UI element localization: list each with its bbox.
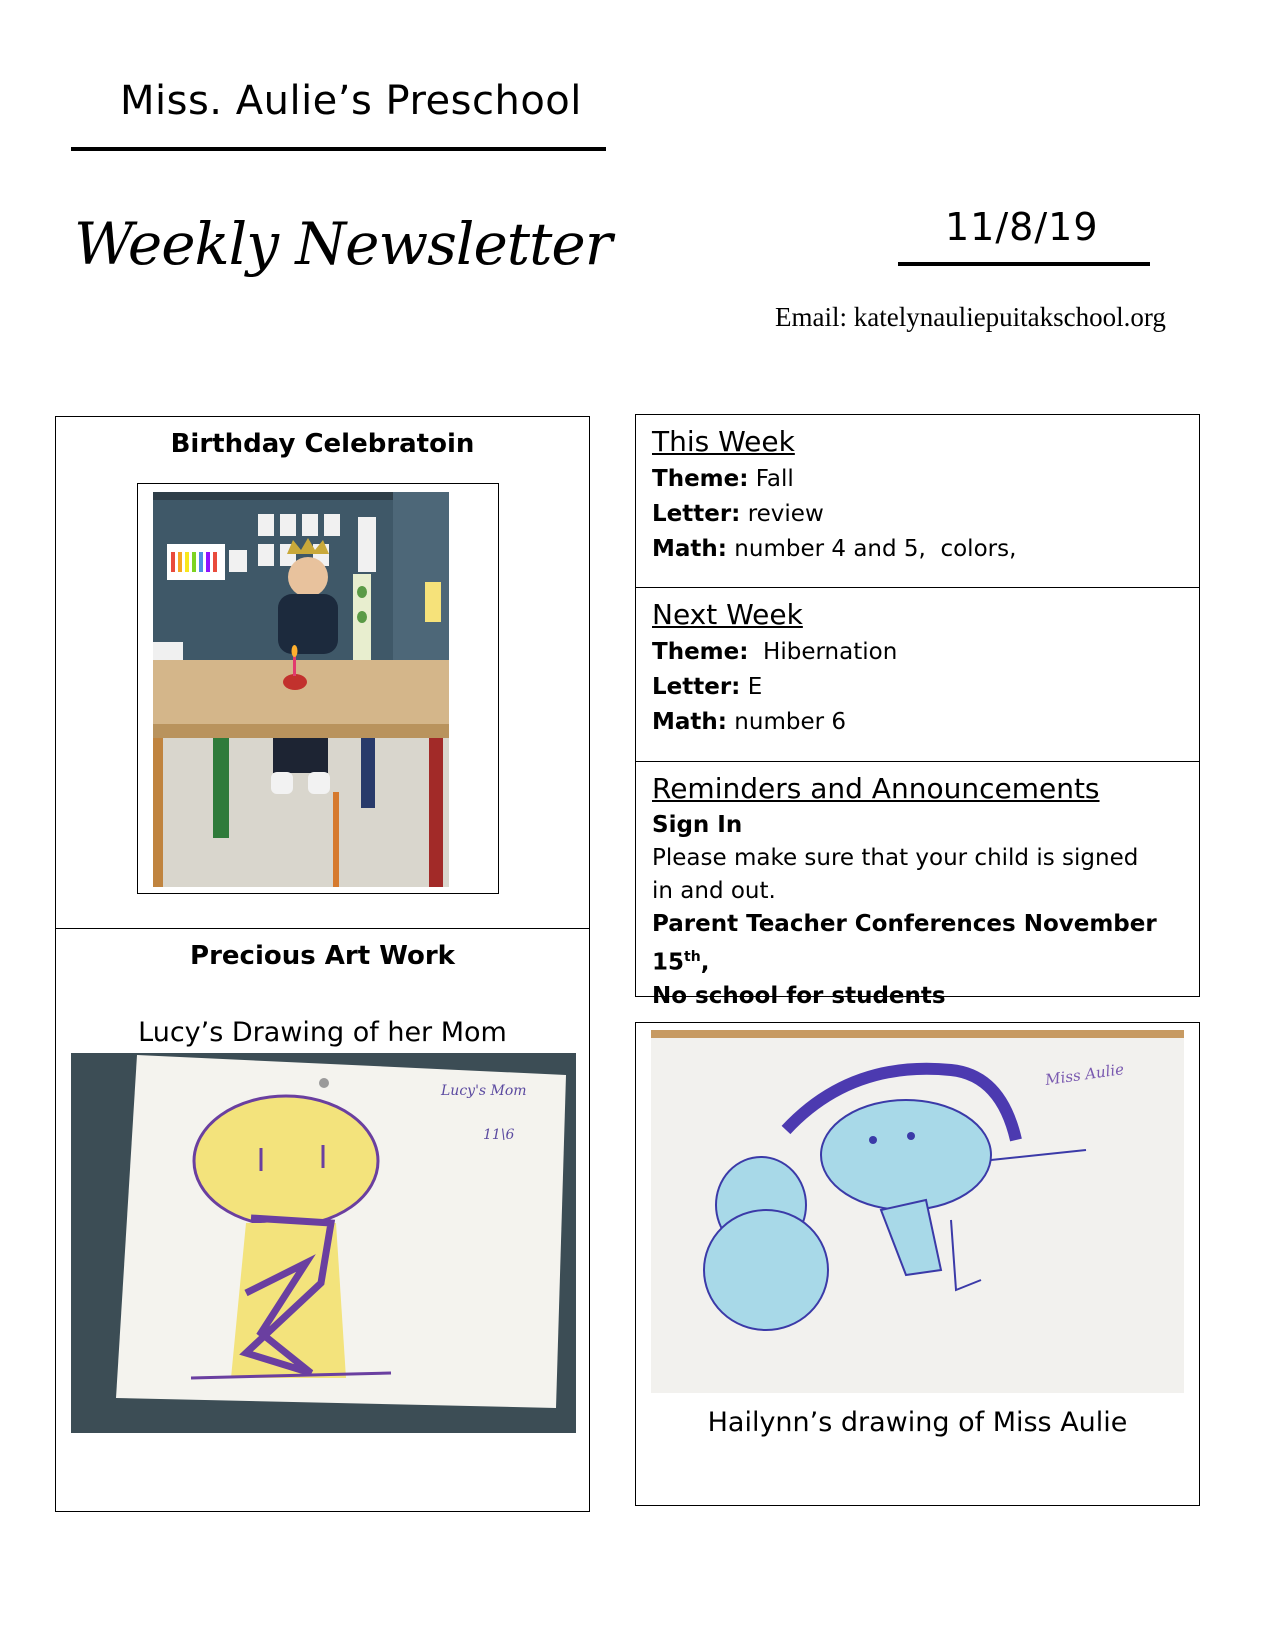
hailynn-drawing-photo xyxy=(651,1030,1184,1393)
conference-line xyxy=(652,908,1183,980)
reminders-heading: Reminders and Announcements xyxy=(652,772,1100,805)
hailynn-note: Miss Aulie xyxy=(1044,1060,1126,1089)
lucy-drawing-image xyxy=(71,1053,576,1433)
this-week-theme xyxy=(652,462,1183,497)
sign-in-text: Please make sure that your child is signed in and out. xyxy=(652,845,1139,904)
next-week-math-value: number 6 xyxy=(726,709,847,735)
school-name-underline xyxy=(71,147,606,151)
next-week-theme-label: Theme: xyxy=(652,639,749,665)
reminders-cell xyxy=(636,762,1199,1009)
next-week-letter xyxy=(652,670,1183,705)
birthday-photo-frame xyxy=(137,483,499,894)
this-week-theme-label: Theme: xyxy=(652,466,749,492)
this-week-letter-label: Letter: xyxy=(652,501,741,527)
next-week-cell xyxy=(636,588,1199,762)
next-week-theme xyxy=(652,635,1183,670)
lucy-caption: Lucy’s Drawing of her Mom xyxy=(138,1017,507,1048)
email-address: Email: katelynauliepuitakschool.org xyxy=(775,302,1166,332)
hailynn-drawing-image xyxy=(651,1030,1184,1393)
birthday-photo xyxy=(153,492,449,887)
hailynn-caption: Hailynn’s drawing of Miss Aulie xyxy=(707,1407,1128,1438)
next-week-letter-value: E xyxy=(740,674,763,700)
next-week-theme-value: Hibernation xyxy=(748,639,898,665)
lucy-note-name: Lucy's Mom xyxy=(441,1083,527,1099)
conference-comma: , xyxy=(700,949,710,976)
sign-in-label: Sign In xyxy=(652,812,743,838)
this-week-cell xyxy=(636,415,1199,588)
birthday-photo-image xyxy=(153,492,449,887)
this-week-math-value: number 4 and 5, colors, xyxy=(726,536,1017,562)
conference-text: Parent Teacher Conferences November 15 xyxy=(652,911,1157,976)
next-week-heading: Next Week xyxy=(652,598,803,631)
date-underline xyxy=(898,262,1150,266)
no-school-text: No school for students xyxy=(652,982,946,1009)
hailynn-section xyxy=(635,1022,1200,1506)
next-week-letter-label: Letter: xyxy=(652,674,741,700)
art-title: Precious Art Work xyxy=(190,941,455,971)
art-section xyxy=(55,928,590,1512)
newsletter-date: 11/8/19 xyxy=(945,205,1099,249)
this-week-letter-value: review xyxy=(740,501,824,527)
conference-sup: th xyxy=(684,949,701,965)
birthday-title: Birthday Celebratoin xyxy=(170,429,475,459)
lucy-note-date: 11\6 xyxy=(483,1127,515,1143)
next-week-math xyxy=(652,705,1183,740)
next-week-math-label: Math: xyxy=(652,709,727,735)
lucy-drawing-photo xyxy=(71,1053,576,1433)
newsletter-title: Weekly Newsletter xyxy=(74,210,612,278)
this-week-heading: This Week xyxy=(652,425,795,458)
info-section xyxy=(635,414,1200,1009)
school-name: Miss. Aulie’s Preschool xyxy=(120,78,582,124)
this-week-math-label: Math: xyxy=(652,536,727,562)
birthday-section xyxy=(55,416,590,929)
this-week-theme-value: Fall xyxy=(748,466,794,492)
this-week-math xyxy=(652,532,1183,567)
this-week-letter xyxy=(652,497,1183,532)
